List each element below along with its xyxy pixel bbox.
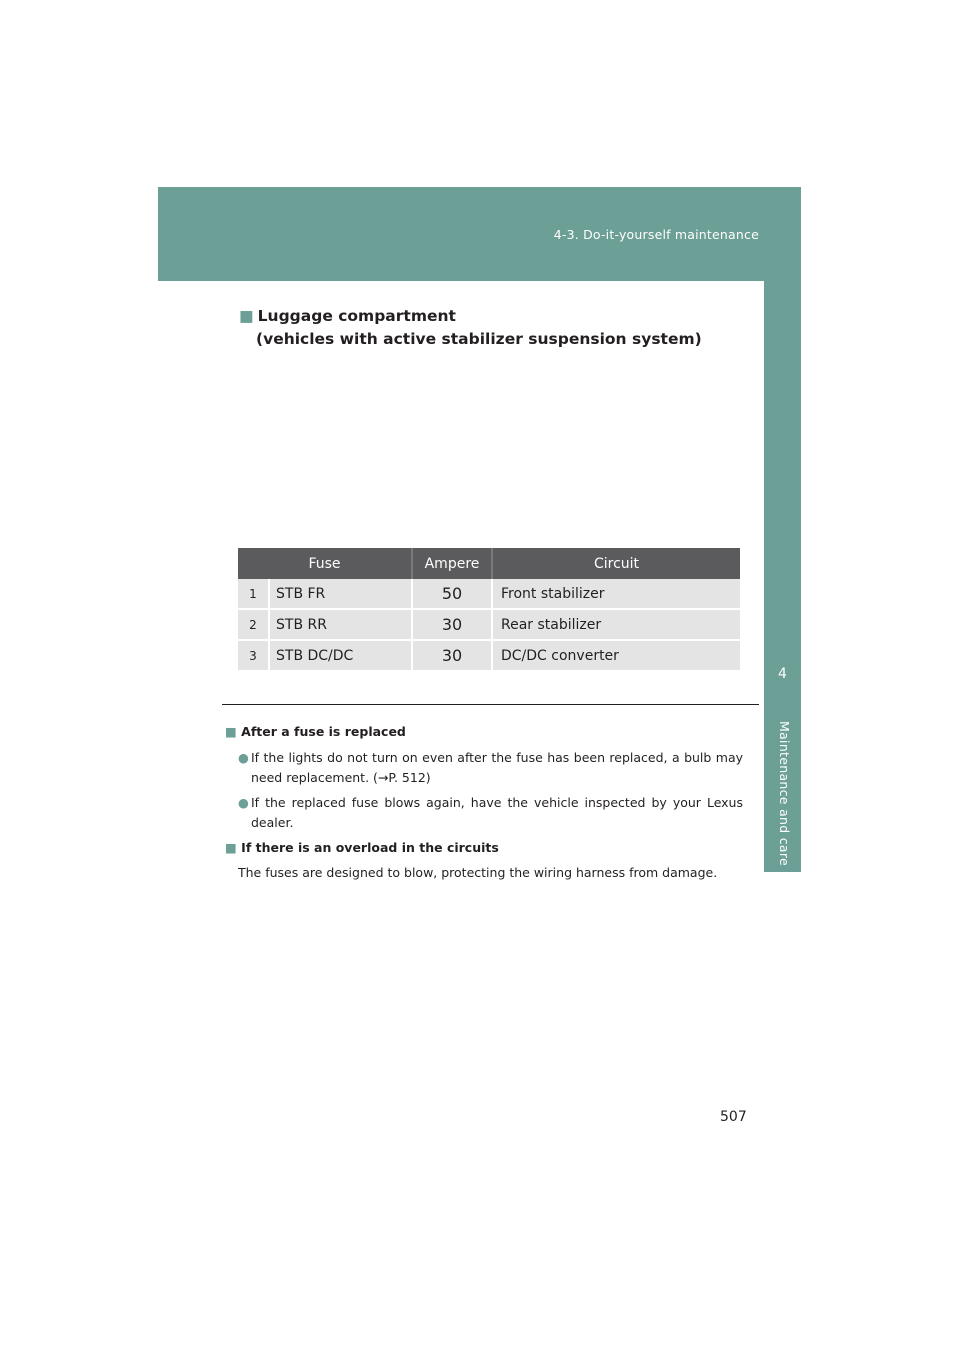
heading-line-1: Luggage compartment: [257, 307, 456, 325]
fuse-number: 1: [238, 579, 269, 609]
table-row: [238, 640, 740, 671]
round-bullet-icon: ●: [238, 750, 249, 765]
fuse-number: 2: [238, 609, 269, 640]
chapter-label: Maintenance and care: [777, 721, 792, 867]
square-bullet-icon: ■: [225, 724, 237, 739]
round-bullet-icon: ●: [238, 795, 249, 810]
table-header-row: [238, 548, 740, 579]
column-header-fuse: Fuse: [238, 548, 412, 579]
note-bullet-item: [238, 748, 743, 788]
section-header-band: [158, 187, 801, 281]
heading-line-2: (vehicles with active stabilizer suspension system): [256, 330, 702, 348]
note-heading-after-replaced: [225, 722, 406, 742]
note-bullet-text: If the lights do not turn on even after the fuse has been replaced, a bulb may need replacement. (→P. 512): [251, 750, 743, 785]
square-bullet-icon: ■: [225, 840, 237, 855]
fuse-name: STB RR: [269, 609, 412, 640]
chapter-side-tab: [764, 281, 801, 872]
note-bullet-item: [238, 793, 743, 833]
fuse-ampere: 50: [412, 579, 492, 609]
note-title: If there is an overload in the circuits: [241, 840, 499, 855]
section-heading: [239, 305, 702, 351]
note-title: After a fuse is replaced: [241, 724, 406, 739]
column-header-ampere: Ampere: [412, 548, 492, 579]
square-bullet-icon: ■: [239, 307, 254, 325]
fuse-name: STB FR: [269, 579, 412, 609]
note-heading-overload: [225, 838, 499, 858]
note-paragraph: The fuses are designed to blow, protecting the wiring harness from damage.: [238, 865, 718, 880]
fuse-circuit: DC/DC converter: [492, 640, 740, 671]
column-header-circuit: Circuit: [492, 548, 740, 579]
page-number: 507: [720, 1109, 747, 1125]
fuse-name: STB DC/DC: [269, 640, 412, 671]
section-divider: [222, 704, 759, 705]
table-row: [238, 579, 740, 609]
fuse-table: [238, 548, 740, 672]
section-reference: 4-3. Do-it-yourself maintenance: [553, 227, 759, 242]
fuse-ampere: 30: [412, 640, 492, 671]
fuse-ampere: 30: [412, 609, 492, 640]
note-bullet-text: If the replaced fuse blows again, have the vehicle inspected by your Lexus dealer.: [251, 795, 743, 830]
table-row: [238, 609, 740, 640]
fuse-circuit: Front stabilizer: [492, 579, 740, 609]
fuse-number: 3: [238, 640, 269, 671]
fuse-circuit: Rear stabilizer: [492, 609, 740, 640]
chapter-number: 4: [778, 666, 787, 682]
